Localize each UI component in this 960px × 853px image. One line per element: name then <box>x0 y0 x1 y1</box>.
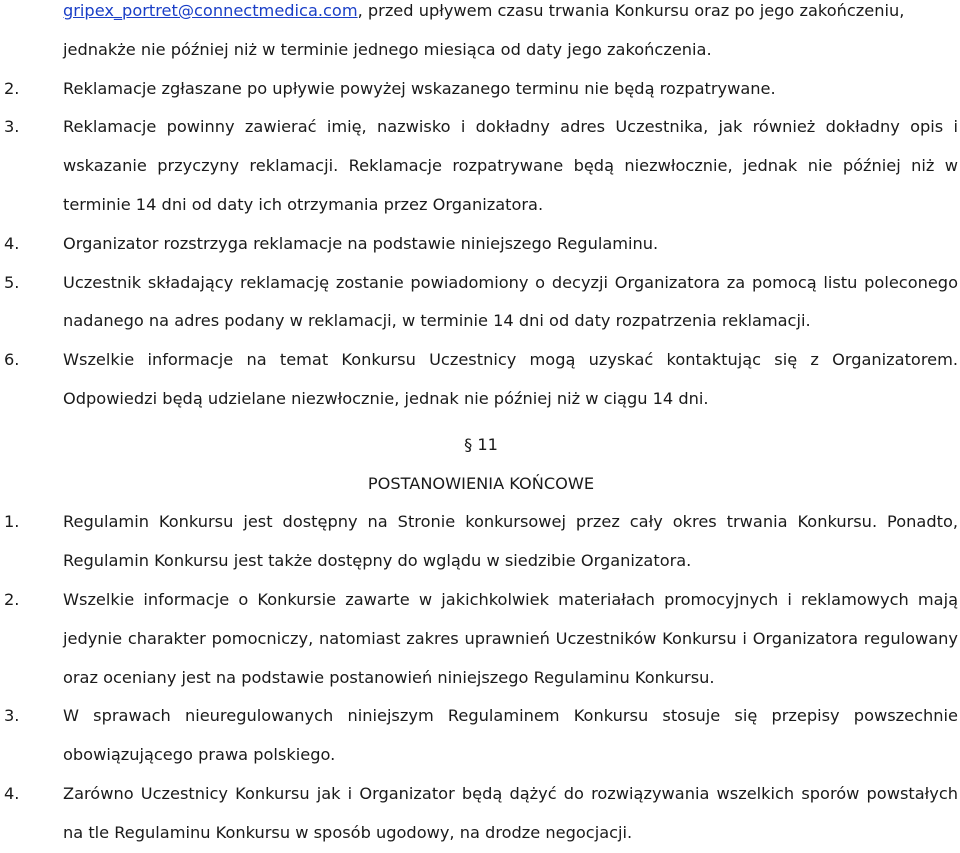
email-link[interactable]: gripex_portret@connectmedica.com <box>63 1 358 20</box>
list-item-number: 3. <box>4 706 20 726</box>
list-item-text: Zarówno Uczestnicy Konkursu jak i Organizator będą dążyć do rozwiązywania wszelkich sporów powstałych na tle Regulaminu Konkursu w sposób ugodowy, na drodze negocjacji. <box>63 783 958 842</box>
list-item-text: W sprawach nieuregulowanych niniejszym Regulaminem Konkursu stosuje się przepisy powszechnie obowiązującego prawa polskiego. <box>63 706 958 765</box>
list-item-number: 6. <box>4 350 20 370</box>
list-item-number: 5. <box>4 272 20 292</box>
list-item-text: Wszelkie informacje na temat Konkursu Uczestnicy mogą uzyskać kontaktując się z Organizatorem. Odpowiedzi będą udzielane niezwłocznie, jednak nie później niż w ciągu 14 dni. <box>63 350 958 408</box>
list-item <box>4 108 958 224</box>
section-number: § 11 <box>464 434 498 454</box>
list-item-text: Regulamin Konkursu jest dostępny na Stronie konkursowej przez cały okres trwania Konkursu. Ponadto, Regulamin Konkursu jest także dostępny do wglądu w siedzibie Organizatora. <box>63 512 958 571</box>
list-item <box>4 70 958 109</box>
list-item <box>4 503 958 581</box>
list-item <box>4 697 958 775</box>
section-title: POSTANOWIENIA KOŃCOWE <box>367 473 595 493</box>
list-item <box>4 775 958 853</box>
paragraph-continuation <box>4 0 958 70</box>
list-item-number: 4. <box>4 783 20 803</box>
list-item-text: Wszelkie informacje o Konkursie zawarte w jakichkolwiek materiałach promocyjnych i reklamowych mają jedynie charakter pomocniczy, natomiast zakres uprawnień Uczestników Konkursu i Organizatora regulowany oraz oceniany jest na podstawie postanowień niniejszego Regulaminu Konkursu. <box>63 589 958 687</box>
list-item-number: 4. <box>4 233 20 253</box>
list-item-text: Uczestnik składający reklamację zostanie powiadomiony o decyzji Organizatora za pomocą listu poleconego nadanego na adres podany w reklamacji, w terminie 14 dni od daty rozpatrzenia reklamacji. <box>63 272 958 331</box>
list-item <box>4 225 958 264</box>
list-item <box>4 581 958 697</box>
list-item-number: 2. <box>4 78 20 98</box>
list-item <box>4 264 958 342</box>
list-item-text: Organizator rozstrzyga reklamacje na podstawie niniejszego Regulaminu. <box>63 233 659 253</box>
list-item-text: Reklamacje zgłaszane po upływie powyżej wskazanego terminu nie będą rozpatrywane. <box>63 78 776 98</box>
paragraph-continuation-text: , przed upływem czasu trwania Konkursu oraz po jego zakończeniu, jednakże nie później niż w terminie jednego miesiąca od daty jego zakończenia. <box>63 1 905 59</box>
section-heading <box>4 426 958 504</box>
list-item-number: 1. <box>4 512 20 532</box>
list-item <box>4 341 958 419</box>
list-item-number: 2. <box>4 589 20 609</box>
list-item-text: Reklamacje powinny zawierać imię, nazwisko i dokładny adres Uczestnika, jak również dokładny opis i wskazanie przyczyny reklamacji. Reklamacje rozpatrywane będą niezwłocznie, jednak nie później niż w terminie 14 dni od daty ich otrzymania przez Organizatora. <box>63 117 958 214</box>
list-item-number: 3. <box>4 117 20 137</box>
